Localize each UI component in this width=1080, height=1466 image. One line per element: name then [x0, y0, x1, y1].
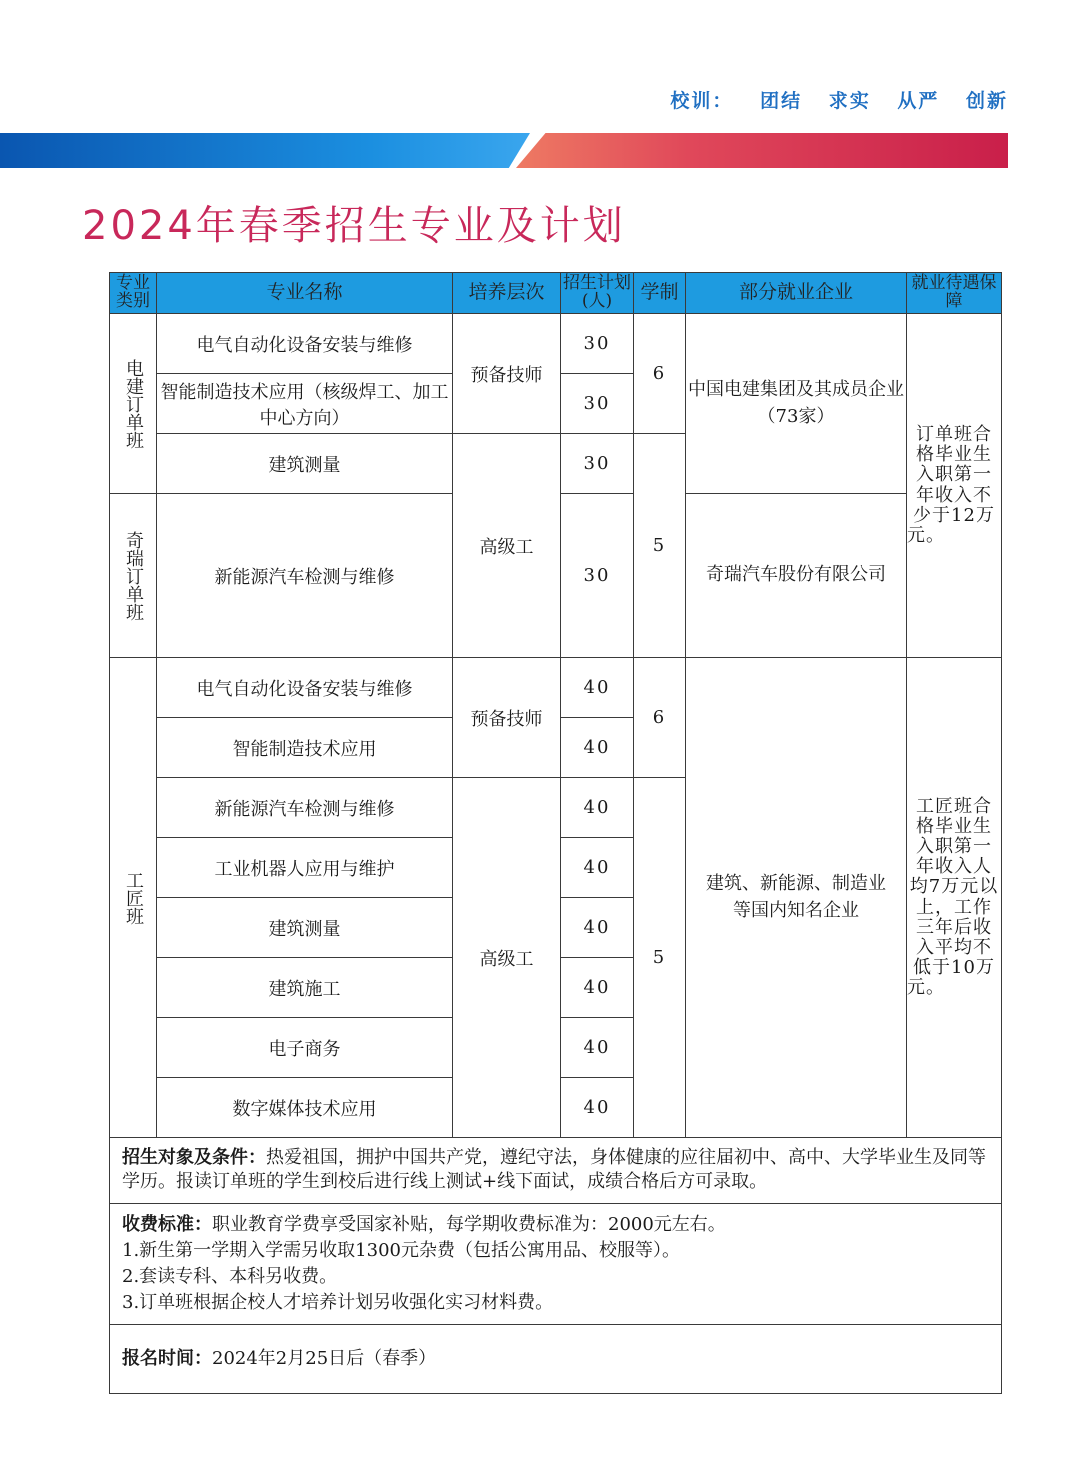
employer-gongjiang-line2: 等国内知名企业	[733, 899, 859, 921]
plan-cell: 40	[561, 778, 634, 838]
eligibility-note	[110, 1138, 1002, 1204]
header-level: 培养层次	[453, 273, 561, 314]
motto-item: 从严	[897, 90, 940, 112]
category-cell	[110, 658, 157, 1138]
category-qirui: 奇瑞订单班	[123, 530, 144, 621]
category-cell	[110, 314, 157, 494]
category-dianjian: 电建订单班	[123, 358, 144, 449]
category-cell	[110, 494, 157, 658]
fees-item: 1.新生第一学期入学需另收取1300元杂费（包括公寓用品、校服等）。	[122, 1239, 680, 1261]
major-cell: 新能源汽车检测与维修	[157, 778, 453, 838]
fees-row	[110, 1203, 1002, 1324]
header-band-red	[516, 133, 1008, 168]
header-category: 专业类别	[110, 273, 157, 314]
major-cell: 智能制造技术应用（核级焊工、加工中心方向）	[157, 374, 453, 434]
major-cell: 电气自动化设备安装与维修	[157, 658, 453, 718]
eligibility-label: 招生对象及条件：	[122, 1147, 266, 1168]
level-cell: 预备技师	[453, 658, 561, 778]
header-guarantee: 就业待遇保障	[907, 273, 1002, 314]
plan-cell: 40	[561, 958, 634, 1018]
table-row	[110, 314, 1002, 374]
employer-gongjiang-line1: 建筑、新能源、制造业	[706, 873, 886, 895]
enroll-label: 报名时间：	[122, 1347, 212, 1369]
major-cell: 工业机器人应用与维护	[157, 838, 453, 898]
category-gongjiang: 工匠班	[123, 870, 144, 925]
eligibility-row	[110, 1138, 1002, 1204]
employer-cell	[686, 658, 907, 1138]
motto-item: 求实	[828, 90, 871, 112]
plan-cell: 40	[561, 658, 634, 718]
years-cell: 5	[634, 778, 686, 1138]
table-row	[110, 658, 1002, 718]
major-cell: 建筑测量	[157, 434, 453, 494]
enroll-text: 2024年2月25日后（春季）	[212, 1347, 437, 1369]
header-major: 专业名称	[157, 273, 453, 314]
motto-label: 校训：	[670, 90, 734, 112]
plan-cell: 40	[561, 898, 634, 958]
years-cell: 6	[634, 314, 686, 434]
employer-qirui-cell: 奇瑞汽车股份有限公司	[686, 494, 907, 658]
major-cell: 电子商务	[157, 1018, 453, 1078]
years-cell: 5	[634, 434, 686, 658]
level-cell: 高级工	[453, 434, 561, 658]
employer-cell	[686, 314, 907, 494]
major-cell: 建筑施工	[157, 958, 453, 1018]
school-motto	[670, 86, 1008, 113]
major-cell: 电气自动化设备安装与维修	[157, 314, 453, 374]
employer-dianjian-line1: 中国电建集团及其成员企业	[688, 379, 904, 401]
fees-note	[110, 1203, 1002, 1324]
plan-cell: 30	[561, 494, 634, 658]
level-cell: 高级工	[453, 778, 561, 1138]
years-cell: 6	[634, 658, 686, 778]
plan-cell: 30	[561, 434, 634, 494]
fees-item: 3.订单班根据企校人才培养计划另收强化实习材料费。	[122, 1291, 554, 1313]
plan-cell: 40	[561, 1018, 634, 1078]
employer-dianjian-line2: （73家）	[757, 405, 835, 427]
plan-cell: 40	[561, 838, 634, 898]
plan-cell: 40	[561, 1078, 634, 1138]
motto-item: 创新	[965, 90, 1008, 112]
guarantee-order-cell: 订单班合格毕业生入职第一年收入不少于12万元。	[907, 314, 1002, 658]
header-years: 学制	[634, 273, 686, 314]
enroll-time-row	[110, 1324, 1002, 1393]
major-cell: 数字媒体技术应用	[157, 1078, 453, 1138]
plan-cell: 30	[561, 314, 634, 374]
major-cell: 新能源汽车检测与维修	[157, 494, 453, 658]
eligibility-text: 热爱祖国，拥护中国共产党，遵纪守法，身体健康的应往届初中、高中、大学毕业生及同等学历。报读订单班的学生到校后进行线上测试+线下面试，成绩合格后方可录取。	[122, 1147, 986, 1193]
plan-cell: 40	[561, 718, 634, 778]
table-header-row	[110, 273, 1002, 314]
fees-label: 收费标准：	[122, 1213, 212, 1235]
header-employers: 部分就业企业	[686, 273, 907, 314]
page-title: 2024年春季招生专业及计划	[82, 203, 626, 249]
fees-text: 职业教育学费享受国家补贴，每学期收费标准为：2000元左右。	[212, 1213, 726, 1235]
enroll-time-note	[110, 1324, 1002, 1393]
fees-item: 2.套读专科、本科另收费。	[122, 1265, 338, 1287]
level-cell: 预备技师	[453, 314, 561, 434]
guarantee-craftsman-cell: 工匠班合格毕业生入职第一年收入人均7万元以上，工作三年后收入平均不低于10万元。	[907, 658, 1002, 1138]
header-band-blue	[0, 133, 530, 168]
major-cell: 智能制造技术应用	[157, 718, 453, 778]
enrollment-plan-table	[109, 272, 1002, 1394]
motto-item: 团结	[760, 90, 803, 112]
major-cell: 建筑测量	[157, 898, 453, 958]
plan-cell: 30	[561, 374, 634, 434]
header-plan: 招生计划(人)	[561, 273, 634, 314]
